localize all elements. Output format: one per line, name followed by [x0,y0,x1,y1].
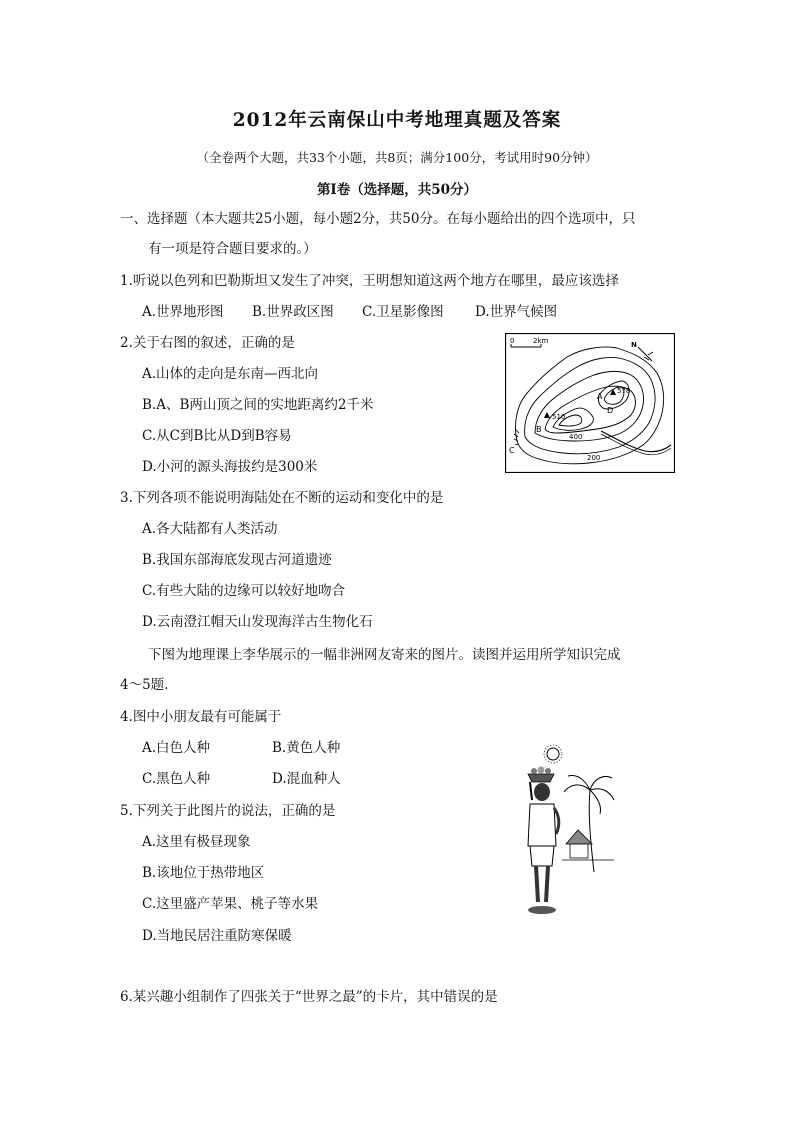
point-a-label: A [597,392,603,401]
point-c-label: C [509,446,515,455]
scale-distance-label: 2km [533,337,549,345]
instructions-line-2: 有一项是符合题目要求的。） [148,241,317,257]
africa-child-illustration [518,742,618,927]
q1-stem: 1.听说以色列和巴勒斯坦又发生了冲突，王明想知道这两个地方在哪里，最应该选择 [120,273,619,289]
q4-option-c[interactable]: C.黑色人种 [142,771,211,787]
q3-option-b[interactable]: B.我国东部海底发现古河道遗迹 [142,552,332,568]
q3-option-a[interactable]: A.各大陆都有人类活动 [142,521,278,537]
sun-icon [544,745,562,763]
q5-option-b[interactable]: B.该地位于热带地区 [142,865,265,881]
peak-b-value: 510 [552,413,566,421]
q4-option-a[interactable]: A.白色人种 [142,740,211,756]
q2-option-d[interactable]: D.小河的源头海拔约是300米 [142,459,318,475]
north-label: N [631,341,637,349]
q3-stem: 3.下列各项不能说明海陆处在不断的运动和变化中的是 [120,490,444,506]
section-heading: 第Ⅰ卷（选择题，共50分） [316,182,478,198]
intro-q4-5-line-1: 下图为地理课上李华展示的一幅非洲网友寄来的图片。读图并运用所学知识完成 [148,647,621,663]
hut-icon [562,830,614,860]
intro-q4-5-line-2: 4～5题. [120,677,169,693]
q4-options-row-2 [142,770,341,788]
peak-a-value: 578 [617,387,631,395]
q1-option-b[interactable]: B.世界政区图 [252,304,334,320]
q4-option-d[interactable]: D.混血种人 [272,771,341,787]
q1-options [142,303,557,321]
contour-map [505,333,675,473]
q3-option-c[interactable]: C.有些大陆的边缘可以较好地吻合 [142,583,346,599]
q1-option-a[interactable]: A.世界地形图 [142,304,224,320]
q2-stem: 2.关于右图的叙述，正确的是 [120,335,295,351]
contour-400-label: 400 [569,433,583,441]
q2-option-a[interactable]: A.山体的走向是东南—西北向 [142,366,319,382]
contour-200-label: 200 [587,454,601,462]
point-d-label: D [607,406,614,415]
point-b-label: B [536,425,542,434]
q3-option-d[interactable]: D.云南澄江帽天山发现海洋古生物化石 [142,614,373,630]
q4-option-b[interactable]: B.黄色人种 [272,740,341,756]
q2-option-b[interactable]: B.A、B两山顶之间的实地距离约2千米 [142,397,374,413]
child-figure-icon [528,782,559,914]
q1-option-d[interactable]: D.世界气候图 [475,304,558,320]
q1-option-c[interactable]: C.卫星影像图 [362,304,444,320]
q2-option-c[interactable]: C.从C到B比从D到B容易 [142,428,292,444]
q5-stem: 5.下列关于此图片的说法，正确的是 [120,803,336,819]
page-title: 2012年云南保山中考地理真题及答案 [232,110,562,131]
scale-zero-label: 0 [510,337,515,345]
q5-option-d[interactable]: D.当地民居注重防寒保暖 [142,928,292,944]
instructions-line-1: 一、选择题（本大题共25小题，每小题2分，共50分。在每小题给出的四个选项中，只 [120,211,636,227]
q6-stem: 6.某兴趣小组制作了四张关于“世界之最”的卡片，其中错误的是 [120,989,498,1005]
q5-option-c[interactable]: C.这里盛产苹果、桃子等水果 [142,896,319,912]
exam-subtitle: （全卷两个大题，共33个小题，共8页；满分100分，考试用时90分钟） [196,150,598,165]
q4-options-row-1 [142,739,340,757]
q4-stem: 4.图中小朋友最有可能属于 [120,709,282,725]
fruit-basket-icon [528,767,554,783]
q5-option-a[interactable]: A.这里有极昼现象 [142,834,251,850]
